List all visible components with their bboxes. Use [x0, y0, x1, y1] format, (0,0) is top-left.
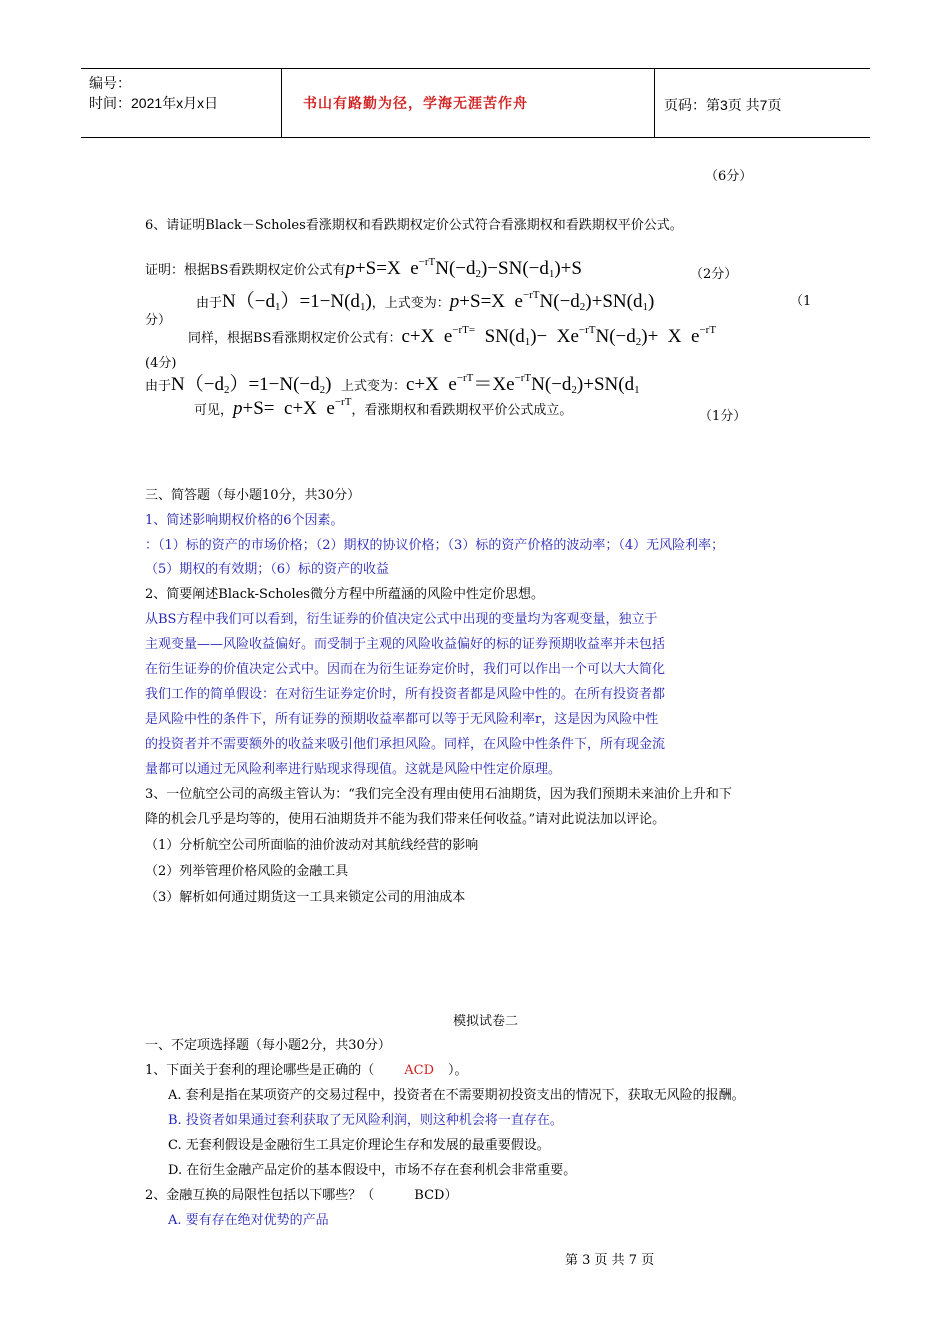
proof-l7-score: （1分） — [699, 409, 747, 424]
proof-line-1 — [145, 258, 582, 280]
p2-q1-option-a: A. 套利是指在某项资产的交易过程中，投资者在不需要期初投资支出的情况下，获取无风险的报酬。 — [168, 1088, 745, 1103]
p2-q1-answer: ACD — [404, 1063, 435, 1078]
proof-l6-mid: 上式变为： — [340, 379, 406, 394]
s3-a2-line: 量都可以通过无风险利率进行贴现求得现值。这就是风险中性定价原理。 — [145, 762, 562, 777]
p2-q2 — [145, 1184, 457, 1203]
proof-l6-prefix: 由于 — [145, 379, 172, 394]
p2-q1 — [145, 1059, 468, 1078]
code-label: 编号： — [89, 75, 131, 91]
s3-a1-line-2: （5）期权的有效期；（6）标的资产的收益 — [145, 562, 390, 577]
call-formula-2: c+X $e^{-rT}=Xe^{-rT}N(-d_2)+SN(d_1$ — [406, 372, 640, 396]
s3-q3-line-1: 3、一位航空公司的高级主管认为：“我们完全没有理由使用石油期货，因为我们预期未来油价上升和下 — [145, 787, 732, 802]
proof-line-6 — [145, 369, 640, 396]
nd1-identity: $N(-d_1)=1-N(d_1)$ — [222, 291, 372, 313]
proof-l2-mid: ，上式变为： — [371, 296, 450, 311]
call-formula: c+X $e^{-rT=}$ $SN(d_1)- Xe^{-rT}N(-d_2)+ X$ $e^{-rT}$ — [401, 324, 717, 348]
nd2-identity: $N(-d_2)=1-N(-d_2)$ — [171, 374, 341, 396]
proof-l1-score: （2分） — [690, 267, 738, 282]
time-label: 时间：2021年x月x日 — [89, 95, 219, 111]
page-footer: 第 3 页 共 7 页 — [565, 1253, 655, 1268]
s3-q3-item: （1）分析航空公司所面临的油价波动对其航线经营的影响 — [145, 838, 479, 853]
proof-l7-prefix: 可见， — [194, 403, 234, 418]
proof-l2-score: （1 — [790, 294, 812, 309]
p2-q1-option-d: D. 在衍生金融产品定价的基本假设中，市场不存在套利机会非常重要。 — [168, 1163, 577, 1178]
put-formula: p+S=X $e^{-rT}N(-d_2)-SN(-d_1)+S$ — [345, 256, 582, 280]
proof-l2-prefix: 由于 — [196, 296, 223, 311]
p2-q1-prefix: 1、下面关于套利的理论哪些是正确的（ — [145, 1063, 375, 1078]
proof-l3-score: 分） — [145, 313, 172, 328]
score-6: （6分） — [705, 169, 753, 184]
proof-line-7 — [194, 398, 572, 420]
s3-a2-line: 主观变量——风险收益偏好。而受制于主观的风险收益偏好的标的证券预期收益率并未包括 — [145, 637, 666, 652]
s3-q3-line-2: 降的机会几乎是均等的，使用石油期货并不能为我们带来任何收益。”请对此说法加以评论。 — [145, 812, 666, 827]
s3-a2-line: 在衍生证券的价值决定公式中。因而在为衍生证券定价时，我们可以作出一个可以大大简化 — [145, 662, 666, 677]
proof-l4-prefix: 同样，根据BS看涨期权定价公式有： — [188, 331, 402, 346]
q6-title: 6、请证明Black－Scholes看涨期权和看跌期权定价公式符合看涨期权和看跌期权平价公式。 — [145, 218, 683, 233]
proof-line-2 — [196, 286, 654, 313]
p2-q2-prefix: 2、金融互换的局限性包括以下哪些？（ — [145, 1188, 375, 1203]
p2-q1-option-b: B. 投资者如果通过套利获取了无风险利润，则这种机会将一直存在。 — [168, 1113, 563, 1128]
proof-l1-prefix: 证明：根据BS看跌期权定价公式有 — [145, 263, 346, 278]
page-label: 页码：第3页 共7页 — [664, 97, 782, 113]
page-header — [81, 68, 870, 138]
s3-q3-item: （3）解析如何通过期货这一工具来锁定公司的用油成本 — [145, 890, 466, 905]
put-formula-2: p+S=X $e^{-rT}N(-d_2)+SN(d_1)$ — [449, 289, 655, 313]
s3-a2-line: 我们工作的简单假设：在对衍生证券定价时，所有投资者都是风险中性的。在所有投资者都 — [145, 687, 666, 702]
proof-l7-suffix: ，看涨期权和看跌期权平价公式成立。 — [351, 403, 573, 418]
proof-line-4 — [188, 326, 716, 348]
p2-q1-suffix: ）。 — [448, 1063, 468, 1078]
p2-q2-option-a: A. 要有存在绝对优势的产品 — [168, 1213, 329, 1228]
motto: 书山有路勤为径，学海无涯苦作舟 — [303, 95, 528, 111]
s3-a2-line: 是风险中性的条件下，所有证券的预期收益率都可以等于无风险利率r，这是因为风险中性 — [145, 712, 659, 727]
s3-q2: 2、简要阐述Black-Scholes微分方程中所蕴涵的风险中性定价思想。 — [145, 587, 544, 602]
p2-q2-answer: BCD） — [414, 1188, 458, 1203]
p2-q1-option-c: C. 无套利假设是金融衍生工具定价理论生存和发展的最重要假设。 — [168, 1138, 550, 1153]
paper2-section1: 一、不定项选择题（每小题2分，共30分） — [145, 1038, 391, 1053]
parity-formula: p+S= c+X $e^{-rT}$ — [233, 396, 352, 419]
s3-a1-line-1: ：（1）标的资产的市场价格；（2）期权的协议价格；（3）标的资产价格的波动率；（4）无风险利率； — [145, 538, 725, 553]
paper2-title: 模拟试卷二 — [453, 1014, 519, 1029]
s3-a2-line: 从BS方程中我们可以看到，衍生证券的价值决定公式中出现的变量均为客观变量，独立于 — [145, 612, 658, 627]
s3-q3-item: （2）列举管理价格风险的金融工具 — [145, 864, 349, 879]
section3-title: 三、简答题（每小题10分，共30分） — [145, 488, 361, 503]
s3-a2-line: 的投资者并不需要额外的收益来吸引他们承担风险。同样，在风险中性条件下，所有现金流 — [145, 737, 666, 752]
proof-l5-score: (4分) — [145, 356, 177, 371]
s3-q1: 1、简述影响期权价格的6个因素。 — [145, 513, 344, 528]
